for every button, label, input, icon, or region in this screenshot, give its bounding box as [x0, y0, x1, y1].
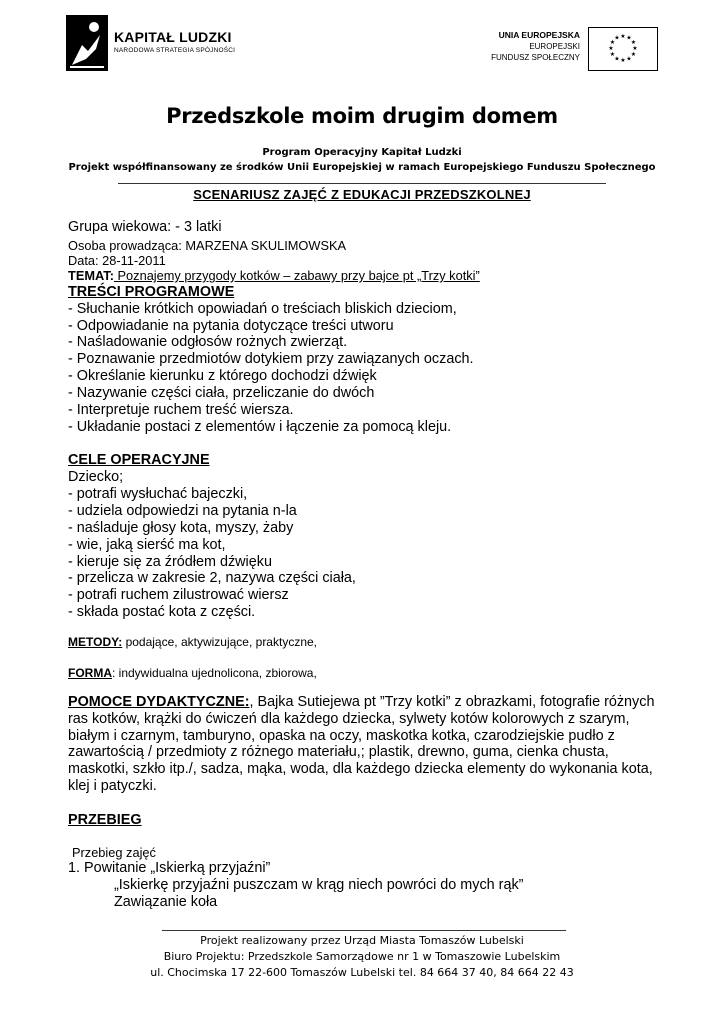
page-title: Przedszkole moim drugim domem — [166, 104, 558, 128]
footer-divider — [162, 930, 566, 931]
goals-intro: Dziecko; — [68, 469, 124, 485]
eu-flag-logo — [588, 27, 658, 71]
scenario-heading: SCENARIUSZ ZAJĘĆ Z EDUKACJI PRZEDSZKOLNEJ — [193, 187, 531, 202]
list-item: - składa postać kota z części. — [68, 604, 256, 620]
topic-label: TEMAT: — [68, 268, 114, 283]
svg-text:★: ★ — [630, 39, 637, 46]
form-value: : indywidualna ujednolicona, zbiorowa, — [112, 666, 317, 680]
svg-text:★: ★ — [609, 39, 616, 46]
date: Data: 28-11-2011 — [68, 253, 166, 268]
list-item: - naśladuje głosy kota, myszy, żaby — [68, 520, 294, 536]
svg-text:★: ★ — [630, 51, 637, 58]
list-item: - Odpowiadanie na pytania dotyczące treści utworu — [68, 318, 394, 334]
kapital-ludzki-emblem-icon — [66, 15, 108, 71]
svg-text:★: ★ — [609, 51, 616, 58]
list-item: - Naśladowanie odgłosów rożnych zwierząt. — [68, 334, 348, 350]
teacher: Osoba prowadząca: MARZENA SKULIMOWSKA — [68, 238, 347, 253]
form — [68, 666, 317, 680]
svg-text:★: ★ — [614, 34, 620, 42]
list-item: - Nazywanie części ciała, przeliczanie do dwóch — [68, 385, 375, 401]
procedure-heading: PRZEBIEG — [68, 812, 142, 828]
eu-stars-icon — [589, 28, 657, 70]
project-funding-note: Projekt współfinansowany ze środków Unii Europejskiej w ramach Europejskiego Funduszu Społecznego — [68, 162, 656, 173]
procedure-quote: „Iskierkę przyjaźni puszczam w krąg niech powróci do mych rąk” — [114, 877, 524, 893]
program-contents-heading: TREŚCI PROGRAMOWE — [68, 284, 235, 300]
svg-text:★: ★ — [620, 57, 626, 64]
kapital-ludzki-title: KAPITAŁ LUDZKI — [114, 29, 232, 45]
form-label: FORMA — [68, 666, 112, 680]
list-item: - Układanie postaci z elementów i łączenie za pomocą kleju. — [68, 419, 452, 435]
methods-value: podające, aktywizujące, praktyczne, — [122, 635, 317, 649]
list-item: - wie, jaką sierść ma kot, — [68, 537, 226, 553]
list-item: - kieruje się za źródłem dźwięku — [68, 554, 272, 570]
list-item: - Poznawanie przedmiotów dotykiem przy zawiązanych oczach. — [68, 351, 474, 367]
footer-line-3: ul. Chocimska 17 22-600 Tomaszów Lubelski tel. 84 664 37 40, 84 664 22 43 — [150, 966, 574, 979]
list-item: - Słuchanie krótkich opowiadań o treściach bliskich dzieciom, — [68, 301, 457, 317]
methods — [68, 635, 317, 649]
svg-text:★: ★ — [632, 45, 638, 52]
kapital-ludzki-logo — [66, 15, 266, 71]
teaching-aids-label: POMOCE DYDAKTYCZNE: — [68, 694, 250, 710]
list-item: - Określanie kierunku z którego dochodzi dźwięk — [68, 368, 377, 384]
eu-line-3: FUNDUSZ SPOŁECZNY — [491, 53, 580, 62]
svg-text:★: ★ — [614, 55, 620, 63]
list-item: - potrafi wysłuchać bajeczki, — [68, 486, 248, 502]
age-group: Grupa wiekowa: - 3 latki — [68, 219, 222, 235]
eu-line-1: UNIA EUROPEJSKA — [498, 30, 580, 40]
footer-line-2: Biuro Projektu: Przedszkole Samorządowe nr 1 w Tomaszowie Lubelskim — [163, 950, 561, 963]
list-item: - potrafi ruchem zilustrować wiersz — [68, 587, 289, 603]
svg-text:★: ★ — [620, 33, 626, 40]
eu-line-2: EUROPEJSKI — [529, 42, 580, 51]
procedure-step-1: 1. Powitanie „Iskierką przyjaźni” — [68, 860, 271, 876]
procedure-subheading: Przebieg zajęć — [72, 845, 156, 860]
list-item: - udziela odpowiedzi na pytania n-la — [68, 503, 297, 519]
procedure-circle: Zawiązanie koła — [114, 894, 218, 910]
teaching-aids-value: , Bajka Sutiejewa pt ”Trzy kotki” z obrazkami, fotografie różnych ras kotków, krążki do ćwiczeń dla każdego dziecka, sylwety kotów kolorowych z szarym, białym i czarnym, tamburyno, opaska na oczy, maskotka kotka, czarodziejskie pudło z zawartością / przedmioty z różnego materiału,; plastik, drewno, guma, cienka chusta, maskotki, szkło itp./, sadza, mąka, woda, dla każdego dziecka elementy do wykonania kota, klej i patyczki. — [68, 694, 655, 794]
svg-text:★: ★ — [626, 34, 632, 42]
program-name: Program Operacyjny Kapitał Ludzki — [262, 147, 462, 158]
footer-line-1: Projekt realizowany przez Urząd Miasta Tomaszów Lubelski — [200, 934, 524, 947]
list-item: - przelicza w zakresie 2, nazywa części ciała, — [68, 570, 356, 586]
topic-value: Poznajemy przygody kotków – zabawy przy bajce pt „Trzy kotki” — [113, 268, 480, 283]
topic — [68, 268, 480, 283]
operational-goals-heading: CELE OPERACYJNE — [68, 452, 210, 468]
svg-text:★: ★ — [608, 45, 614, 52]
eu-text-block — [491, 30, 580, 63]
teaching-aids — [68, 694, 658, 795]
kapital-ludzki-subtitle: NARODOWA STRATEGIA SPÓJNOŚCI — [114, 47, 236, 54]
methods-label: METODY: — [68, 635, 123, 649]
header-divider — [118, 183, 606, 184]
list-item: - Interpretuje ruchem treść wiersza. — [68, 402, 294, 418]
svg-text:★: ★ — [626, 55, 632, 63]
